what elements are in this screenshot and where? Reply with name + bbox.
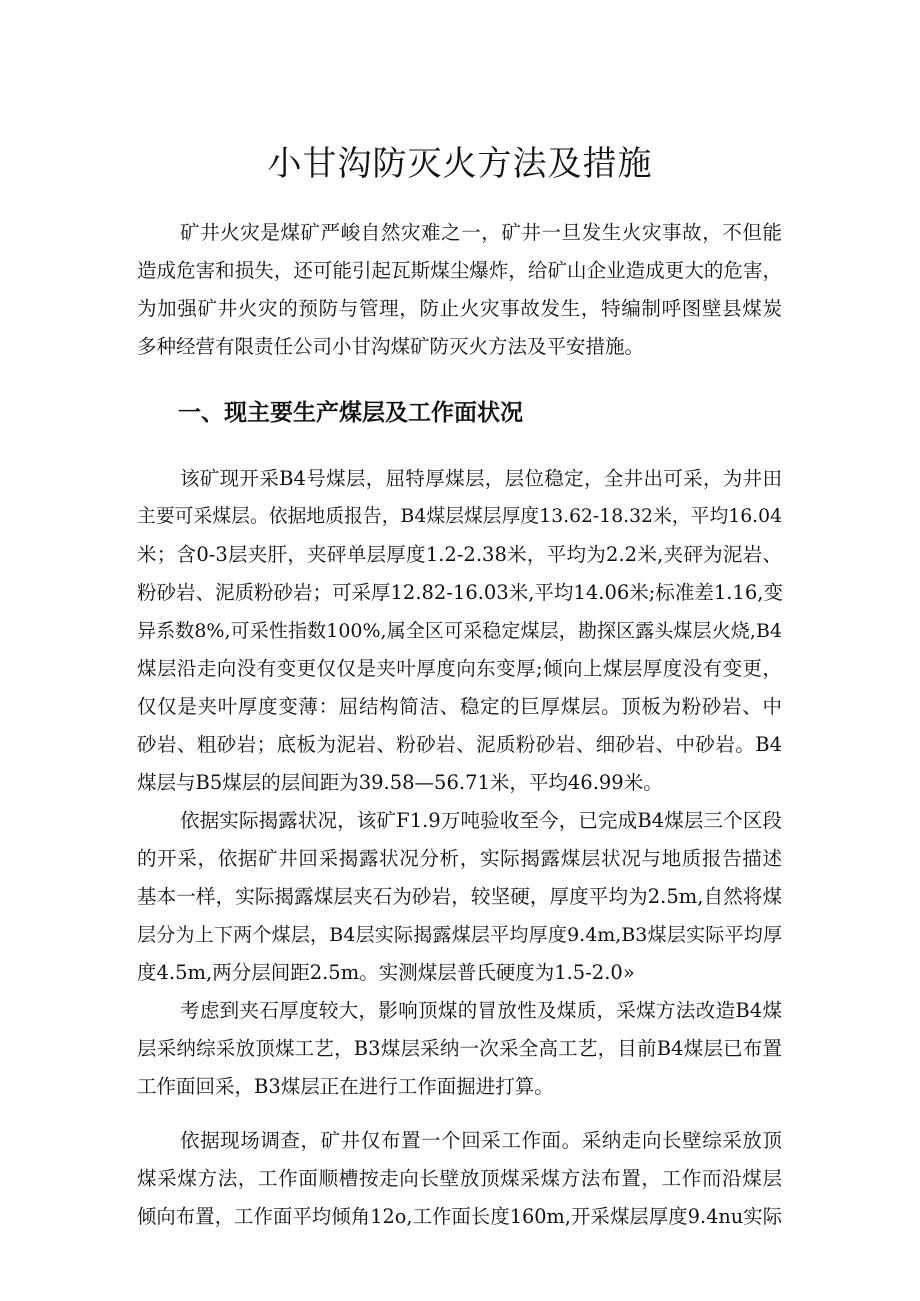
body-line: 倾向布置，工作面平均倾角12o,工作面长度160m,开采煤层厚度9.4nu实际	[137, 1205, 782, 1228]
intro-line: 矿井火灾是煤矿严峻自然灾难之一，矿井一旦发生火灾事故，不但能	[180, 221, 782, 244]
body-line: 异系数8%,可采性指数100%,属全区可采稳定煤层，勘探区露头煤层火烧,B4	[137, 620, 782, 642]
body-line: 仅仅是夹叶厚度变薄：屈结构简洁、稳定的巨厚煤层。顶板为粉砂岩、中	[137, 695, 782, 718]
body-line: 依据现场调查，矿井仅布置一个回采工作面。采纳走向长壁综采放顶	[180, 1129, 782, 1152]
body-line: 煤采煤方法，工作面顺槽按走向长壁放顶煤采煤方法布置，工作而沿煤层	[137, 1167, 782, 1190]
body-line: 基本一样，实际揭露煤层夹石为砂岩，较坚硬，厚度平均为2.5m,自然将煤	[137, 885, 782, 908]
intro-line: 为加强矿井火灾的预防与管理，防止火灾事故发生，特编制呼图壁县煤炭	[137, 297, 782, 320]
body-line: 米；含0-3层夹肝，夹砰单层厚度1.2-2.38米，平均为2.2米,夹砰为泥岩、	[137, 543, 782, 566]
body-line: 依据实际揭露状况，该矿F1.9万吨验收至今，已完成B4煤层三个区段	[180, 809, 782, 832]
intro-line: 多种经营有限责任公司小甘沟煤矿防灭火方法及平安措施。	[137, 335, 645, 358]
body-line: 煤层沿走向没有变更仅仅是夹叶厚度向东变厚;倾向上煤层厚度没有变更，	[137, 657, 782, 680]
body-line: 粉砂岩、泥质粉砂岩；可采厚12.82-16.03米,平均14.06米;标准差1.16,变	[137, 581, 783, 604]
body-line: 的开采，依据矿井回采揭露状况分析，实际揭露煤层状况与地质报告描述	[137, 847, 782, 870]
body-line: 工作面回采，B3煤层正在进行工作面掘进打算。	[137, 1075, 554, 1098]
body-line: 度4.5m,两分层间距2.5m。实测煤层普氏硬度为1.5-2.0»	[137, 961, 635, 984]
body-line: 砂岩、粗砂岩；底板为泥岩、粉砂岩、泥质粉砂岩、细砂岩、中砂岩。B4	[137, 733, 782, 756]
document-title: 小甘沟防灭火方法及措施	[267, 144, 653, 184]
body-line: 主要可采煤层。依据地质报告，B4煤层煤层厚度13.62-18.32米，平均16.04	[137, 506, 782, 527]
body-line: 该矿现开采B4号煤层，屈特厚煤层，层位稳定，全井出可采，为井田	[180, 467, 782, 490]
body-line: 层采纳综采放顶煤工艺，B3煤层采纳一次采全高工艺，目前B4煤层已布置	[137, 1037, 782, 1060]
section-heading: 一、现主要生产煤层及工作面状况	[178, 400, 523, 426]
body-line: 层分为上下两个煤层，B4层实际揭露煤层平均厚度9.4m,B3煤层实际平均厚	[137, 924, 782, 946]
body-line: 煤层与B5煤层的层间距为39.58—56.71米，平均46.99米。	[137, 771, 663, 794]
body-line: 考虑到夹石厚度较大，影响顶煤的冒放性及煤质，采煤方法改造B4煤	[180, 999, 782, 1022]
intro-line: 造成危害和损失，还可能引起瓦斯煤尘爆炸，给矿山企业造成更大的危害，	[137, 259, 782, 282]
